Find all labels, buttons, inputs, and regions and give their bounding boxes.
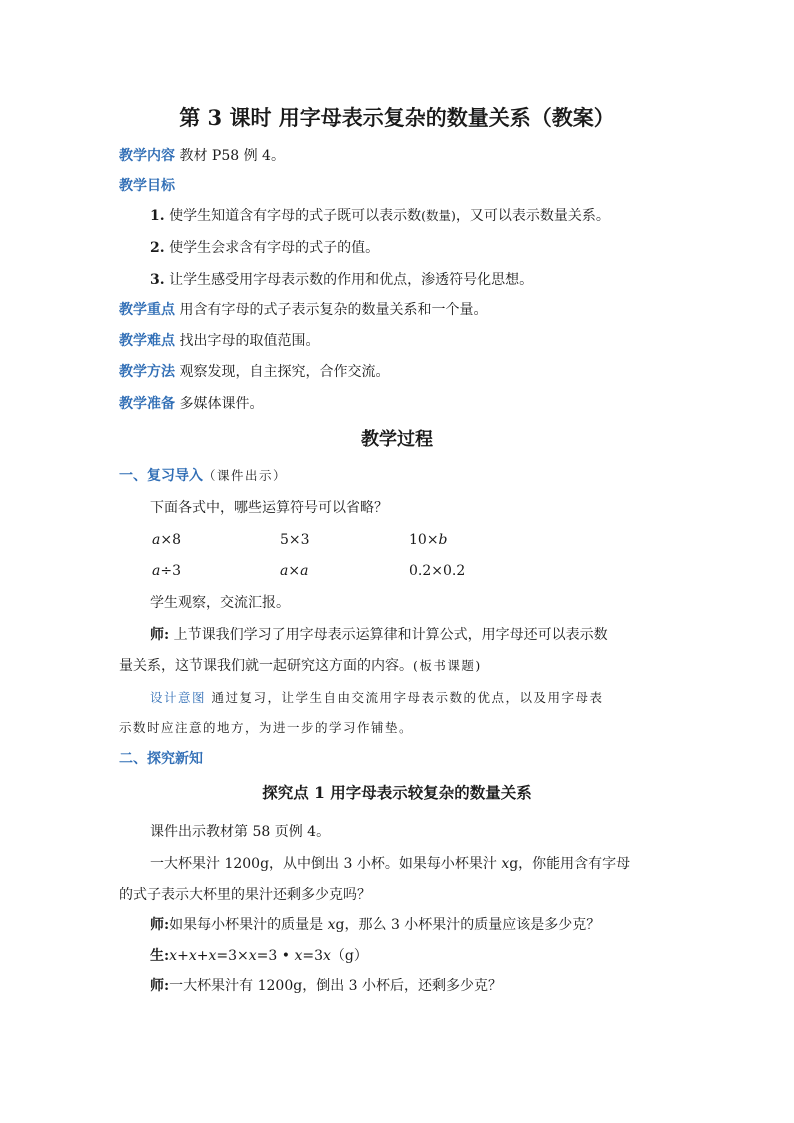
meta-row-key-point — [119, 300, 487, 320]
meta-text: 找出字母的取值范围。 — [175, 333, 320, 349]
expression: 10×b — [409, 532, 448, 548]
explore-heading: 探究点 1 用字母表示较复杂的数量关系 — [262, 783, 532, 802]
design-intent: 设计意图 通过复习，让学生自由交流用字母表示数的优点，以及用字母表 — [150, 690, 604, 705]
courseware-text: 课件出示教材第 58 页例 4。 — [150, 824, 331, 840]
goal-item: 3. 让学生感受用字母表示数的作用和优点，渗透符号化思想。 — [150, 272, 534, 288]
problem-text: 一大杯果汁 1200g，从中倒出 3 小杯。如果每小杯果汁 xg，你能用含有字母 — [150, 856, 631, 872]
expression: 0.2×0.2 — [409, 563, 466, 579]
meta-row-preparation — [119, 394, 263, 414]
meta-row-goals — [119, 176, 175, 196]
teacher-line-cont: 量关系，这节课我们就一起研究这方面的内容。(板书课题) — [119, 658, 482, 674]
meta-row-content — [119, 146, 285, 166]
observe-text: 学生观察，交流汇报。 — [150, 595, 290, 611]
process-heading: 教学过程 — [361, 429, 433, 450]
lesson-title: 第 3 课时 用字母表示复杂的数量关系（教案） — [179, 105, 615, 130]
design-intent-cont: 示数时应注意的地方，为进一步的学习作铺垫。 — [119, 720, 414, 735]
problem-text-cont: 的式子表示大杯里的果汁还剩多少克吗？ — [119, 887, 371, 903]
expression: a×a — [280, 563, 309, 579]
meta-label: 教学准备 — [119, 396, 175, 412]
meta-label: 教学方法 — [119, 364, 175, 380]
dialog-student: 生:x+x+x=3×x=3 • x=3x（g） — [150, 948, 368, 964]
goal-item: 1. 使学生知道含有字母的式子既可以表示数(数量)，又可以表示数量关系。 — [150, 208, 610, 224]
meta-label: 教学难点 — [119, 333, 175, 349]
meta-row-method — [119, 362, 389, 382]
meta-text: 用含有字母的式子表示复杂的数量关系和一个量。 — [175, 302, 488, 318]
dialog-teacher: 师:如果每小杯果汁的质量是 xg，那么 3 小杯果汁的质量应该是多少克？ — [150, 917, 601, 933]
goal-item: 2. 使学生会求含有字母的式子的值。 — [150, 240, 380, 256]
dialog-teacher: 师:一大杯果汁有 1200g，倒出 3 小杯后，还剩多少克？ — [150, 978, 503, 994]
section-heading: 一、复习导入（课件出示） — [119, 468, 288, 484]
expression: 5×3 — [280, 532, 310, 548]
meta-text: 观察发现，自主探究，合作交流。 — [175, 364, 390, 380]
expression: a÷3 — [152, 563, 181, 579]
question-text: 下面各式中，哪些运算符号可以省略？ — [150, 500, 388, 516]
section-heading: 二、探究新知 — [119, 751, 203, 767]
meta-text: 多媒体课件。 — [175, 396, 264, 412]
meta-text: 教材 P58 例 4。 — [175, 148, 285, 164]
meta-label: 教学目标 — [119, 178, 175, 194]
expression: a×8 — [152, 532, 181, 548]
meta-label: 教学内容 — [119, 148, 175, 164]
teacher-line: 师: 上节课我们学习了用字母表示运算律和计算公式，用字母还可以表示数 — [150, 627, 608, 643]
meta-label: 教学重点 — [119, 302, 175, 318]
meta-row-difficulty — [119, 331, 319, 351]
